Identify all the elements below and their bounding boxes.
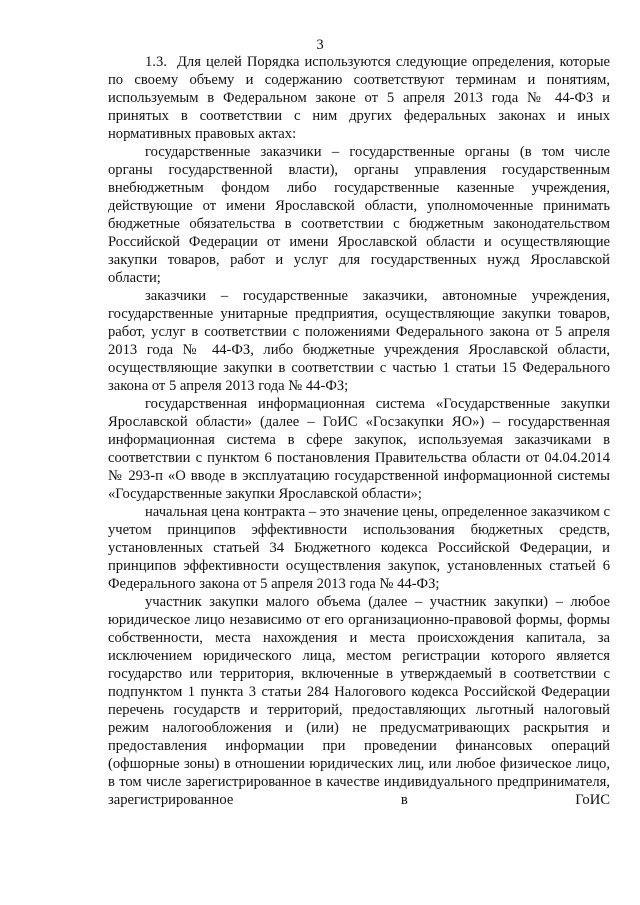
paragraph-customers: заказчики – государственные заказчики, автономные учреждения, государственные унитарные предприятия, осуществляющие закупки товаров, работ, услуг в соответствии с положениями Федерального закона от 5 апреля 2013 года № 44-ФЗ, либо бюджетные учреждения Ярославской области, осуществляющие закупки в соответствии с частью 1 статьи 15 Федерального закона от 5 апреля 2013 года № 44-ФЗ; (108, 288, 610, 394)
paragraph-procurement-participant: участник закупки малого объема (далее – участник закупки) – любое юридическое лицо независимо от его организационно-правовой формы, формы собственности, места нахождения и места происхождения капитала, за исключением юридического лица, местом регистрации которого является государство или территория, включенные в утверждаемый в соответствии с подпунктом 1 пункта 3 статьи 284 Налогового кодекса Российской Федерации перечень государств и территорий, предоставляющих льготный налоговый режим налогообложения и (или) не предусматривающих раскрытия и предоставления информации при проведении финансовых операций (офшорные зоны) в отношении юридических лиц, или любое физическое лицо, в том числе зарегистрированное в качестве индивидуального предпринимателя, зарегистрированное в ГоИС (108, 594, 610, 808)
paragraph-initial-price: начальная цена контракта – это значение цены, определенное заказчиком с учетом принципов эффективности использования бюджетных средств, установленных статьей 34 Бюджетного кодекса Российской Федерации, и принципов эффективности осуществления закупок, установленных статьей 6 Федерального закона от 5 апреля 2013 года № 44-ФЗ; (108, 504, 610, 592)
page-number: 3 (316, 37, 324, 53)
paragraph-definitions-intro: 1.3. Для целей Порядка используются следующие определения, которые по своему объему и содержанию соответствуют терминам и понятиям, используемым в Федеральном законе от 5 апреля 2013 года № 44-ФЗ и принятых в соответствии с ним других федеральных законах и иных нормативных правовых актах: (108, 54, 610, 142)
paragraph-state-customers: государственные заказчики – государственные органы (в том числе органы государственной власти), органы управления государственным внебюджетным фондом либо государственные казенные учреждения, действующие от имени Ярославской области, уполномоченные принимать бюджетные обязательства в соответствии с бюджетным законодательством Российской Федерации от имени Ярославской области и осуществляющие закупки товаров, работ и услуг для государственных нужд Ярославской области; (108, 144, 610, 286)
document-body (108, 53, 610, 809)
paragraph-gois-system: государственная информационная система «Государственные закупки Ярославской области» (далее – ГоИС «Госзакупки ЯО») – государственная информационная система в сфере закупок, используемая заказчиками в соответствии с пунктом 6 постановления Правительства области от 04.04.2014 № 293-п «О вводе в эксплуатацию государственной информационной системы «Государственные закупки Ярославской области»; (108, 396, 610, 502)
